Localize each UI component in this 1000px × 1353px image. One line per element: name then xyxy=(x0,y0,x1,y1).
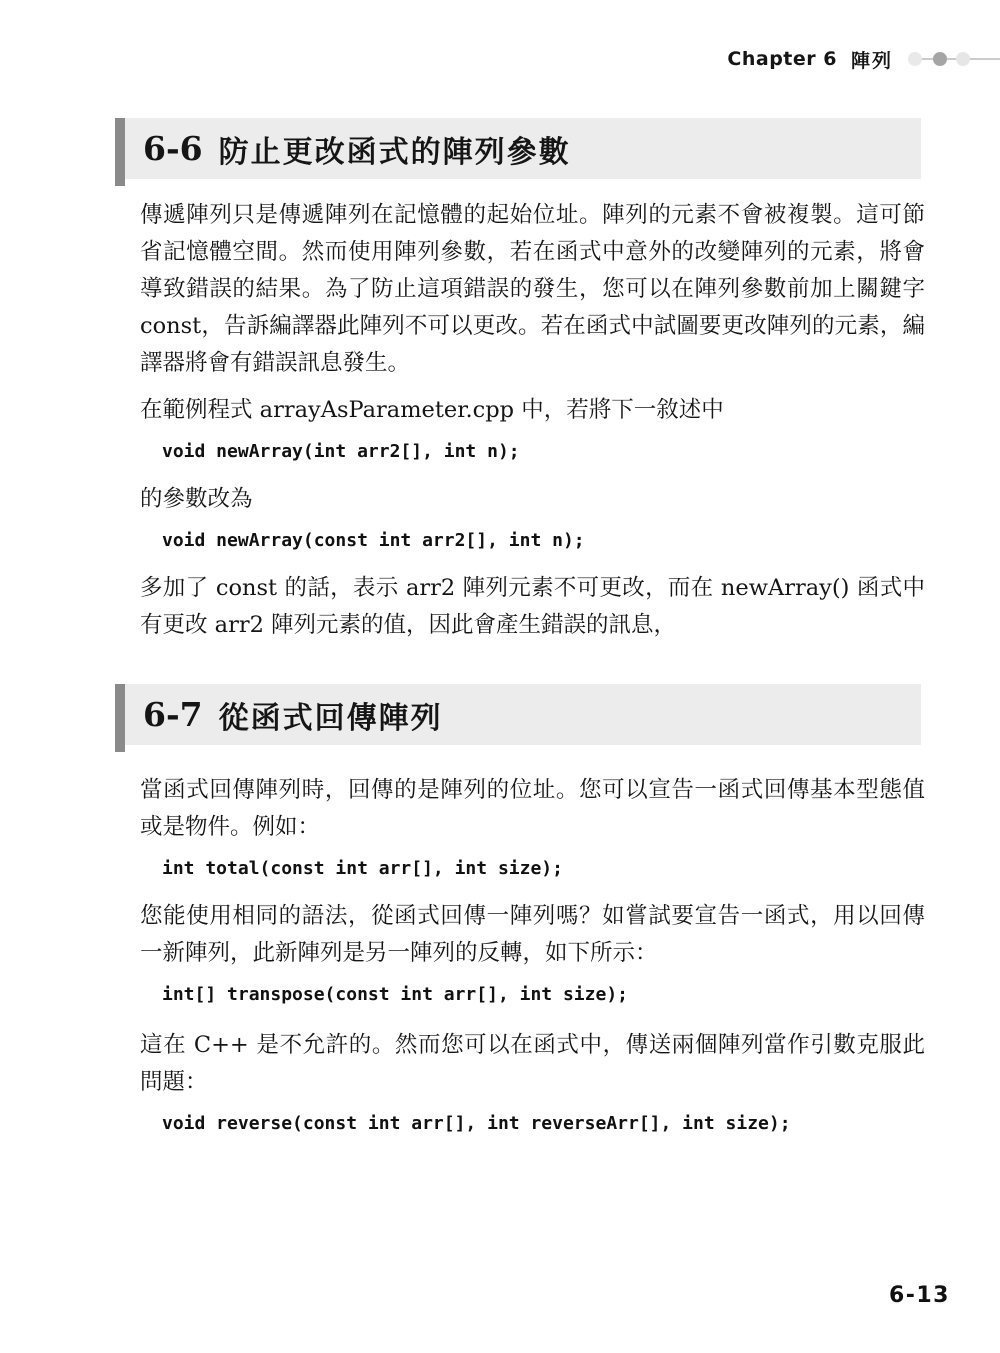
paragraph: 您能使用相同的語法，從函式回傳一陣列嗎？如嘗試要宣告一函式，用以回傳一新陣列，此新陣列是另一陣列的反轉，如下所示： xyxy=(140,903,925,966)
paragraph: 傳遞陣列只是傳遞陣列在記憶體的起始位址。陣列的元素不會被複製。這可節省記憶體空間。然而使用陣列參數，若在函式中意外的改變陣列的元素，將會導致錯誤的結果。為了防止這項錯誤的發生，您可以在陣列參數前加上關鍵字 const，告訴編譯器此陣列不可以更改。若在函式中試圖要更改陣列的元素，編譯器將會有錯誤訊息發生。 xyxy=(140,202,925,376)
chapter-label: Chapter 6 xyxy=(727,48,837,70)
paragraph: 多加了 const 的話，表示 arr2 陣列元素不可更改，而在 newArray() 函式中有更改 arr2 陣列元素的值，因此會產生錯誤的訊息， xyxy=(140,575,925,638)
code-line: int[] transpose(const int arr[], int size); xyxy=(162,984,628,1005)
section-accent-bar xyxy=(115,684,125,752)
paragraph: 在範例程式 arrayAsParameter.cpp 中，若將下一敘述中 xyxy=(140,397,724,423)
code-line: int total(const int arr[], int size); xyxy=(162,858,563,879)
page-content xyxy=(140,118,925,1138)
code-line: void newArray(const int arr2[], int n); xyxy=(162,530,585,551)
paragraph: 的參數改為 xyxy=(140,486,253,512)
section-heading-6-7 xyxy=(115,684,921,745)
section-accent-bar xyxy=(115,118,125,186)
section-number: 6-6 xyxy=(143,129,203,168)
code-line: void reverse(const int arr[], int reverseArr[], int size); xyxy=(162,1113,791,1134)
dot-icon xyxy=(956,52,970,66)
code-line: void newArray(int arr2[], int n); xyxy=(162,441,520,462)
section-number: 6-7 xyxy=(143,695,203,734)
paragraph: 當函式回傳陣列時，回傳的是陣列的位址。您可以宣告一函式回傳基本型態值或是物件。例如： xyxy=(140,777,925,840)
dot-icon xyxy=(933,52,947,66)
page-number: 6-13 xyxy=(888,1283,950,1308)
paragraph: 這在 C++ 是不允許的。然而您可以在函式中，傳送兩個陣列當作引數克服此問題： xyxy=(140,1032,925,1095)
section-title: 防止更改函式的陣列參數 xyxy=(218,134,571,170)
chapter-title: 陣列 xyxy=(850,49,893,72)
running-header xyxy=(0,44,1000,74)
dot-icon xyxy=(908,52,922,66)
header-dots-decoration xyxy=(905,51,1000,67)
section-title: 從函式回傳陣列 xyxy=(218,700,443,736)
section-heading-6-6 xyxy=(115,118,921,179)
